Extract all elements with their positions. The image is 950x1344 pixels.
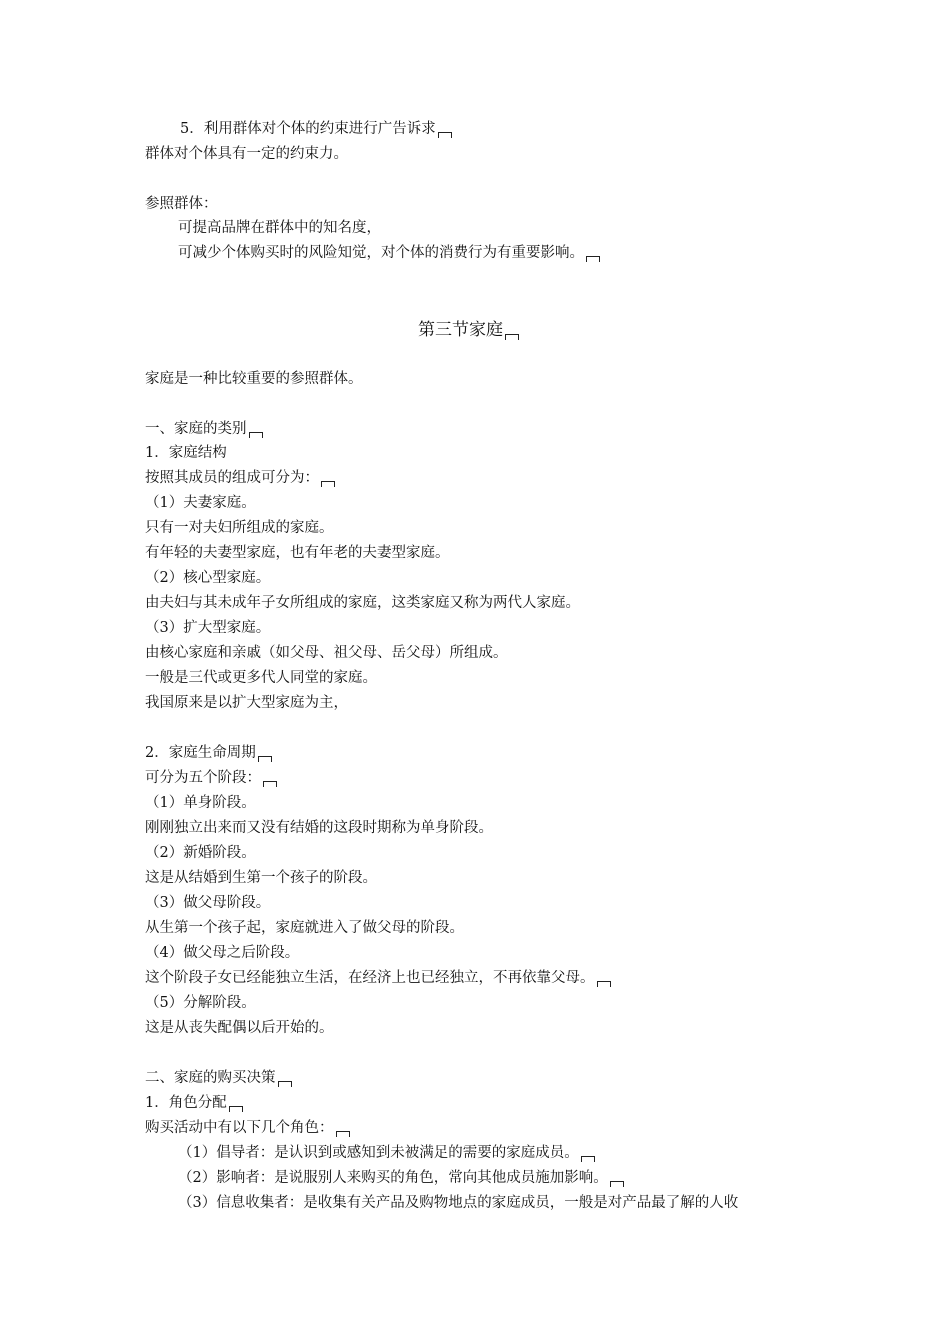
text-line: 一般是三代或更多代人同堂的家庭。: [145, 670, 377, 686]
paragraph-mark-icon: [505, 334, 519, 340]
text-line: 只有一对夫妇所组成的家庭。: [145, 520, 334, 536]
paragraph-mark-icon: [278, 1081, 292, 1087]
subheading-family-life-cycle: [145, 743, 272, 763]
text-line: 由夫妇与其未成年子女所组成的家庭，这类家庭又称为两代人家庭。: [145, 595, 580, 611]
text: 二、家庭的购买决策: [145, 1070, 276, 1086]
text-line: 这是从丧失配偶以后开始的。: [145, 1020, 334, 1036]
paragraph-mark-icon: [321, 481, 335, 487]
paragraph-mark-icon: [263, 781, 277, 787]
text: （2）影响者：是说服别人来购买的角色，常向其他成员施加影响。: [178, 1170, 608, 1186]
text-line: 有年轻的夫妻型家庭，也有年老的夫妻型家庭。: [145, 545, 450, 561]
text-line: 我国原来是以扩大型家庭为主，: [145, 695, 348, 711]
text: 5．利用群体对个体的约束进行广告诉求: [180, 121, 436, 137]
paragraph-mark-icon: [597, 981, 611, 987]
list-item: （4）做父母之后阶段。: [145, 945, 300, 961]
text-line: [145, 768, 277, 788]
text: 按照其成员的组成可分为：: [145, 470, 319, 486]
heading-5-group-constraint: [180, 119, 452, 139]
text: 购买活动中有以下几个角色：: [145, 1120, 334, 1136]
heading-family-purchase-decision: [145, 1068, 292, 1088]
list-item: （2）核心型家庭。: [145, 570, 271, 586]
text-line: 刚刚独立出来而又没有结婚的这段时期称为单身阶段。: [145, 820, 493, 836]
paragraph-mark-icon: [249, 432, 263, 438]
list-item: （3）做父母阶段。: [145, 895, 271, 911]
text-line: [178, 243, 600, 263]
list-item: （3）扩大型家庭。: [145, 620, 271, 636]
text-line: 家庭是一种比较重要的参照群体。: [145, 371, 363, 387]
text-line: 从生第一个孩子起，家庭就进入了做父母的阶段。: [145, 920, 464, 936]
text: 可分为五个阶段：: [145, 770, 261, 786]
paragraph-mark-icon: [438, 132, 452, 138]
paragraph-mark-icon: [258, 756, 272, 762]
text: 可减少个体购买时的风险知觉，对个体的消费行为有重要影响。: [178, 245, 584, 261]
paragraph-mark-icon: [581, 1156, 595, 1162]
paragraph-mark-icon: [610, 1181, 624, 1187]
text-line: [145, 1118, 350, 1138]
list-item: [178, 1168, 624, 1188]
list-item: [178, 1143, 595, 1163]
text: （1）倡导者：是认识到或感知到未被满足的需要的家庭成员。: [178, 1145, 579, 1161]
paragraph-mark-icon: [229, 1106, 243, 1112]
text-line: 群体对个体具有一定的约束力。: [145, 146, 348, 162]
list-item: （1）单身阶段。: [145, 795, 256, 811]
subheading-family-structure: 1．家庭结构: [145, 445, 227, 461]
list-item: （3）信息收集者：是收集有关产品及购物地点的家庭成员，一般是对产品最了解的人收: [178, 1195, 739, 1211]
text: 一、家庭的类别: [145, 421, 247, 437]
text: 这个阶段子女已经能独立生活，在经济上也已经独立，不再依靠父母。: [145, 970, 595, 986]
text-line: 可提高品牌在群体中的知名度，: [178, 220, 381, 236]
subheading-role-allocation: [145, 1093, 243, 1113]
text-line: [145, 968, 611, 988]
reference-group-label: 参照群体：: [145, 196, 218, 212]
text-line: 由核心家庭和亲戚（如父母、祖父母、岳父母）所组成。: [145, 645, 508, 661]
text-line: [145, 468, 335, 488]
paragraph-mark-icon: [586, 256, 600, 262]
text: 2．家庭生命周期: [145, 745, 256, 761]
text-line: 这是从结婚到生第一个孩子的阶段。: [145, 870, 377, 886]
paragraph-mark-icon: [336, 1131, 350, 1137]
section-title: [418, 318, 519, 342]
list-item: （1）夫妻家庭。: [145, 495, 256, 511]
text: 1．角色分配: [145, 1095, 227, 1111]
heading-family-types: [145, 419, 263, 439]
text: 第三节家庭: [418, 320, 503, 340]
list-item: （5）分解阶段。: [145, 995, 256, 1011]
list-item: （2）新婚阶段。: [145, 845, 256, 861]
